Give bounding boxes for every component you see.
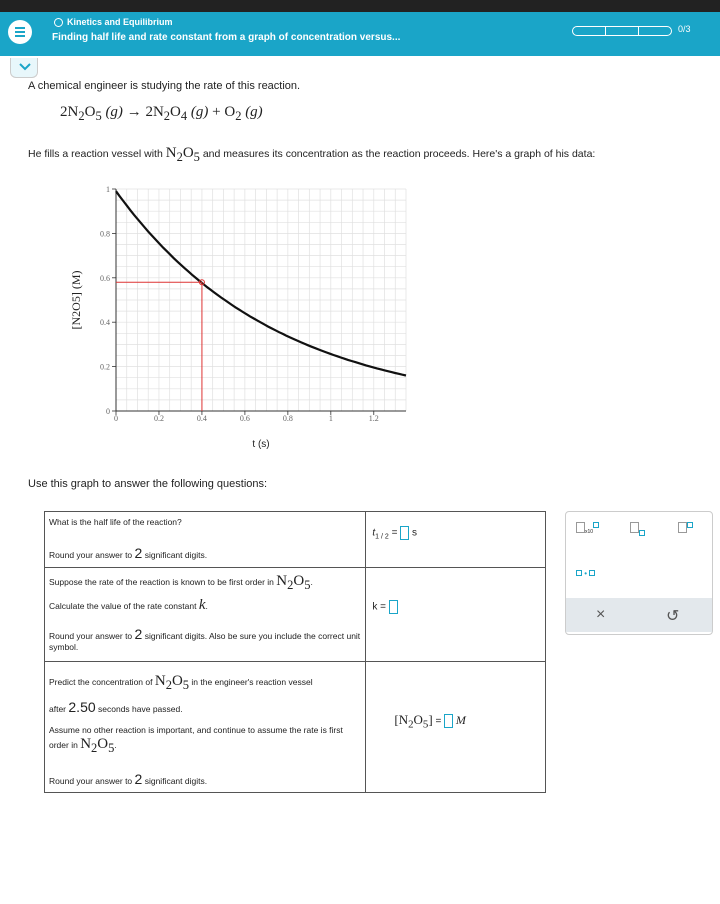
y-tick-label: 0.2 [100,362,110,372]
q3-round: Round your answer to 2 significant digits. [49,771,208,787]
page-title: Finding half life and rate constant from a graph of concentration versus... [52,32,401,43]
rate-constant-answer: k = [372,600,397,614]
topic-circle-icon [54,18,63,27]
x-tick-label: 0.2 [153,414,164,423]
graph-intro: He fills a reaction vessel with $N_2O_5$ and measures its concentration as the reaction proceeds. Here's a graph of his data: [28,145,596,164]
y-tick-label: 0.6 [100,273,110,283]
topic [54,17,173,27]
q1-text: What is the half life of the reaction? [49,517,182,527]
toolbar-actions [566,598,712,632]
y-tick-label: 0 [106,407,110,416]
q3-assume: Assume no other reaction is important, and continue to assume the rate is first order in $N_2O_5$. [49,725,343,755]
close-icon[interactable]: × [596,606,606,623]
y-tick-label: 0.4 [100,318,110,328]
math-toolbar [565,511,713,635]
concentration-curve [116,191,406,375]
x-tick-label: 0.8 [282,414,293,423]
undo-icon[interactable]: ↺ [666,608,680,625]
use-graph-text: Use this graph to answer the following questions: [28,478,268,490]
concentration-input[interactable] [444,714,453,728]
superscript-tool[interactable] [678,522,693,536]
x-tick-label: 0 [114,414,118,423]
intro-text: A chemical engineer is studying the rate of this reaction. [28,80,301,92]
half-life-answer: $t_{1 / 2} = s$ [372,527,417,541]
q2-round: Round your answer to 2 significant digits. Also be sure you include the correct unit symbol. [49,626,361,652]
x-tick-label: 0.6 [239,414,250,423]
question-row-concentration [45,662,546,793]
topic-label: Kinetics and Equilibrium [67,17,173,27]
menu-button[interactable] [8,20,32,44]
question-table [44,511,546,793]
q3-time: after 2.50 seconds have passed. [49,699,183,715]
rate-constant-input[interactable] [389,600,398,614]
q2-calc: Calculate the value of the rate constant k. [49,597,208,613]
q3-text: Predict the concentration of $N_2O_5$ in the engineer's reaction vessel [49,673,313,692]
x-tick-label: 1 [328,414,333,423]
x-axis-label: t (s) [252,439,270,450]
reaction-equation: $2N_2O_5$ $(g) \to 2N_2O_4$ $(g) + O_2$ (g) [60,104,263,123]
y-tick-label: 1 [106,185,110,194]
concentration-chart [60,175,440,465]
question-row-half-life [45,512,546,568]
half-life-input[interactable] [400,526,409,540]
concentration-answer: $[N_2O_5] = M$ [394,712,466,731]
progress-bar [572,26,672,36]
q1-round: Round your answer to 2 significant digits. [49,545,208,561]
y-axis-label: [N2O5] (M) [69,270,83,330]
y-tick-label: 0.8 [100,229,110,239]
collapse-button[interactable] [10,58,38,78]
x-tick-label: 1.2 [368,414,379,423]
q2-text: Suppose the rate of the reaction is known to be first order in $N_2O_5$. [49,573,313,592]
header [0,12,720,56]
chart-svg [60,175,440,465]
subscript-tool[interactable] [630,522,645,536]
x-tick-label: 0.4 [196,414,207,423]
chevron-down-icon [19,63,31,71]
multiply-dot-tool[interactable]: • [576,568,595,579]
scientific-notation-tool[interactable]: x10 [576,522,599,536]
status-bar [0,0,720,12]
progress-label: 0/3 [678,24,691,34]
question-row-rate-constant [45,568,546,662]
